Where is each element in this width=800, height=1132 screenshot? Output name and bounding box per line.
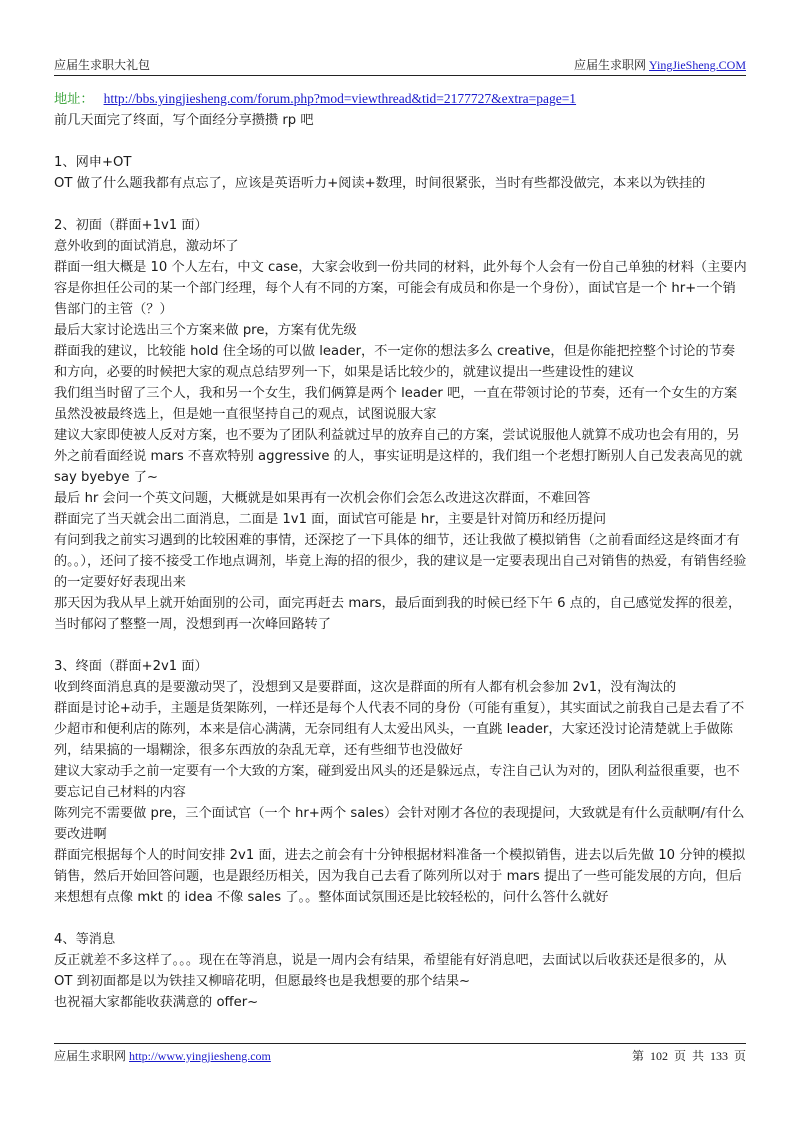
section-3-paragraph: 群面是讨论+动手，主题是货架陈列，一样还是每个人代表不同的身份（可能有重复），其实面试之前我自己是去看了不少超市和便利店的陈列，本来是信心满满，无奈同组有人太爱出风头，一直跳 leader，大家还没讨论清楚就上手做陈列，结果搞的一塌糊涂，很多东西放的杂乱无章，还有些细节也没做好 — [54, 701, 745, 758]
header-site-link[interactable]: YingJieSheng.COM — [648, 58, 746, 72]
footer-left — [54, 1046, 271, 1066]
section-2-paragraph: 我们组当时留了三个人，我和另一个女生，我们俩算是两个 leader 吧，一直在带领讨论的节奏，还有一个女生的方案虽然没被最终选上，但是她一直很坚持自己的观点，试图说服大家 — [54, 386, 738, 422]
header-right — [574, 56, 746, 74]
section-4-paragraph: 也祝福大家都能收获满意的 offer~ — [54, 995, 259, 1010]
address-link[interactable]: http://bbs.yingjiesheng.com/forum.php?mod=viewthread&tid=2177727&extra=page=1 — [103, 91, 577, 106]
footer-divider — [54, 1043, 746, 1044]
document-body — [54, 88, 748, 1013]
section-3-paragraph: 建议大家动手之前一定要有一个大致的方案，碰到爱出风头的还是躲远点，专注自己认为对的，团队利益很重要，也不要忘记自己材料的内容 — [54, 764, 740, 800]
section-1-title: 1、网申+OT — [54, 155, 132, 170]
page-footer — [54, 1046, 746, 1066]
section-2-title: 2、初面（群面+1v1 面） — [54, 218, 208, 233]
section-4-paragraph: 反正就差不多这样了。。。现在在等消息，说是一周内会有结果，希望能有好消息吧，去面试以后收获还是很多的，从 OT 到初面都是以为铁挂又柳暗花明，但愿最终也是我想要的那个结果~ — [54, 953, 727, 989]
section-3-paragraph: 群面完根据每个人的时间安排 2v1 面，进去之前会有十分钟根据材料准备一个模拟销售，进去以后先做 10 分钟的模拟销售，然后开始回答问题，也是跟经历相关，因为我自己去看了陈列所以对于 mars 提出了一些可能发展的方向，但后来想想有点像 mkt 的 idea 不像 sales 了。。整体面试氛围还是比较轻松的，问什么答什么就好 — [54, 848, 746, 905]
section-1-paragraph: OT 做了什么题我都有点忘了，应该是英语听力+阅读+数理，时间很紧张，当时有些都没做完，本来以为铁挂的 — [54, 176, 706, 191]
section-2-paragraph: 最后 hr 会问一个英文问题，大概就是如果再有一次机会你们会怎么改进这次群面，不难回答 — [54, 491, 591, 506]
section-3-paragraph: 陈列完不需要做 pre，三个面试官（一个 hr+两个 sales）会针对刚才各位的表现提问，大致就是有什么贡献啊/有什么要改进啊 — [54, 806, 745, 842]
intro-text: 前几天面完了终面，写个面经分享攒攒 rp 吧 — [54, 113, 314, 128]
section-2-paragraph: 群面一组大概是 10 个人左右，中文 case，大家会收到一份共同的材料，此外每个人会有一份自己单独的材料（主要内容是你担任公司的某一个部门经理，每个人有不同的方案，可能会有成员和你是一个身份），面试官是一个 hr+一个销售部门的主管（？） — [54, 260, 747, 317]
section-2-paragraph: 最后大家讨论选出三个方案来做 pre，方案有优先级 — [54, 323, 357, 338]
page-header — [54, 56, 746, 74]
section-2-paragraph: 群面我的建议，比较能 hold 住全场的可以做 leader，不一定你的想法多么 creative，但是你能把控整个讨论的节奏和方向，必要的时候把大家的观点总结罗列一下，如果是话比较少的，就建议提出一些建设性的建议 — [54, 344, 736, 380]
section-2-paragraph: 有问到我之前实习遇到的比较困难的事情，还深挖了一下具体的细节，还让我做了模拟销售（之前看面经这是终面才有的。。），还问了接不接受工作地点调剂，毕竟上海的招的很少，我的建议是一定要表现出自己对销售的热爱，有销售经验的一定要好好表现出来 — [54, 533, 747, 590]
section-2-paragraph: 群面完了当天就会出二面消息，二面是 1v1 面，面试官可能是 hr，主要是针对简历和经历提问 — [54, 512, 607, 527]
address-line — [54, 88, 748, 110]
header-left-title: 应届生求职大礼包 — [54, 58, 151, 72]
page-number: 第 102 页 共 133 页 — [631, 1049, 746, 1063]
footer-site-name: 应届生求职网 — [54, 1049, 130, 1063]
section-3-paragraph: 收到终面消息真的是要激动哭了，没想到又是要群面，这次是群面的所有人都有机会参加 2v1，没有淘汰的 — [54, 680, 677, 695]
header-site-name: 应届生求职网 — [573, 58, 649, 72]
section-2-paragraph: 意外收到的面试消息，激动坏了 — [54, 239, 239, 254]
section-4-title: 4、等消息 — [54, 932, 116, 947]
address-label: 地址： — [54, 92, 94, 107]
section-2-paragraph: 建议大家即使被人反对方案，也不要为了团队利益就过早的放弃自己的方案，尝试说服他人就算不成功也会有用的，另外之前看面经说 mars 不喜欢特别 aggressive 的人，事实证明是这样的，我们组一个老想打断别人自己发表高见的就 say byebye 了~ — [54, 428, 743, 485]
footer-site-link[interactable]: http://www.yingjiesheng.com — [129, 1049, 271, 1063]
header-divider — [54, 75, 746, 76]
section-2-paragraph: 那天因为我从早上就开始面别的公司，面完再赶去 mars，最后面到我的时候已经下午 6 点的，自己感觉发挥的很差，当时郁闷了整整一周，没想到再一次峰回路转了 — [54, 596, 742, 632]
section-3-title: 3、终面（群面+2v1 面） — [54, 659, 208, 674]
